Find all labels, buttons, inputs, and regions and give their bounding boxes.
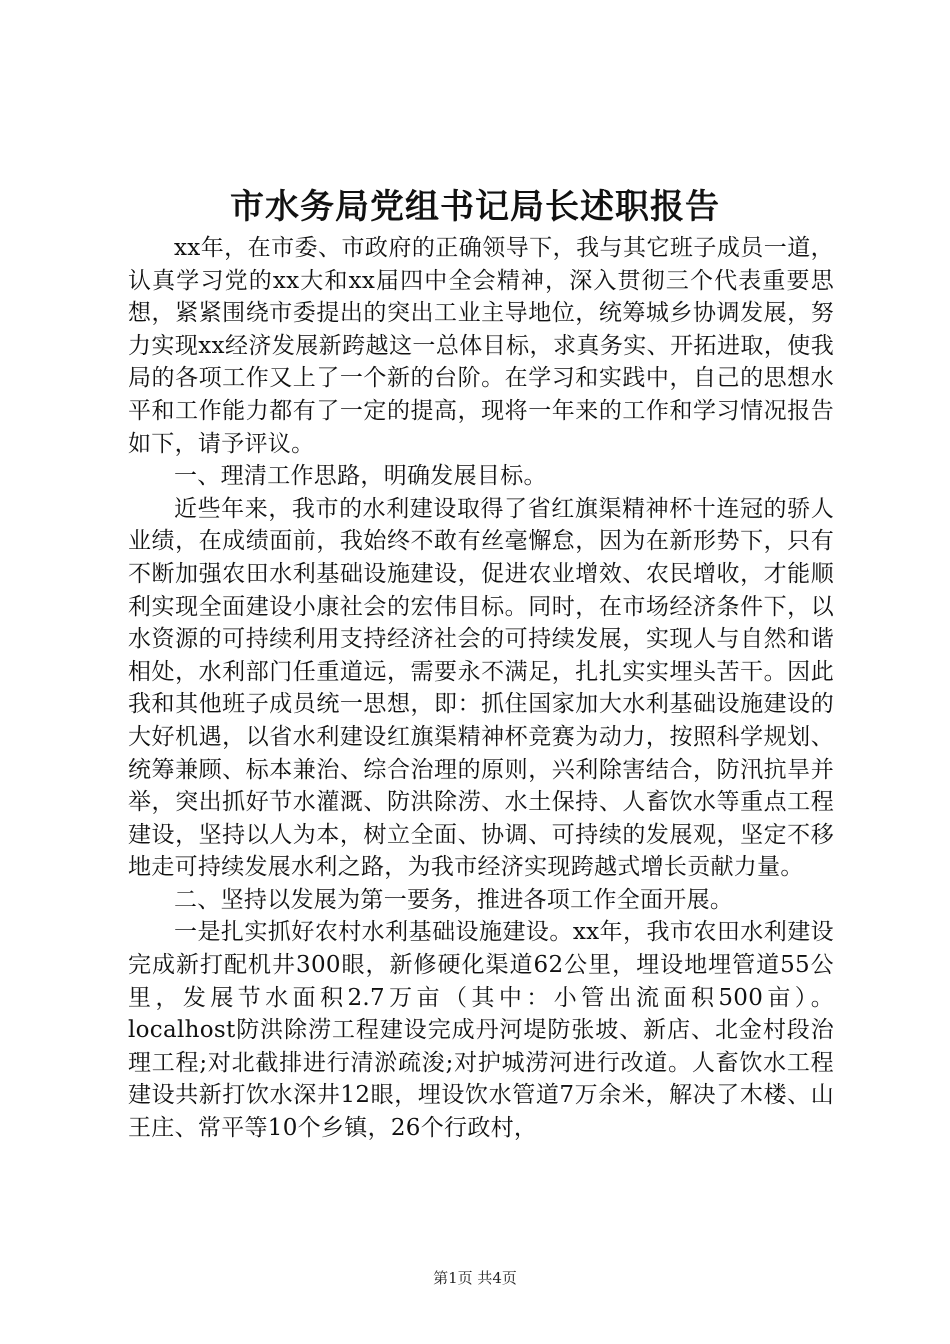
page-footer: 第1页 共4页 [433,1269,517,1287]
paragraph-section-2: 一是扎实抓好农村水利基础设施建设。xx年，我市农田水利建设完成新打配机井300眼，新修硬化渠道62公里，埋设地埋管道55公里，发展节水面积2.7万亩（其中：小管出流面积500亩）。localhost防洪除涝工程建设完成丹河堤防张坡、新店、北金村段治理工程;对北截排进行清淤疏浚;对护城涝河进行改道。人畜饮水工程建设共新打饮水深井12眼，埋设饮水管道7万余米，解决了木楼、山王庄、常平等10个乡镇，26个行政村， [128,919,834,1142]
paragraph-section-1: 近些年来，我市的水利建设取得了省红旗渠精神杯十连冠的骄人业绩，在成绩面前，我始终不敢有丝毫懈怠，因为在新形势下，只有不断加强农田水利基础设施建设，促进农业增效、农民增收，才能顺利实现全面建设小康社会的宏伟目标。同时，在市场经济条件下，以水资源的可持续利用支持经济社会的可持续发展，实现人与自然和谐相处，水利部门任重道远，需要永不满足，扎扎实实埋头苦干。因此我和其他班子成员统一思想，即：抓住国家加大水利基础设施建设的大好机遇，以省水利建设红旗渠精神杯竞赛为动力，按照科学规划、统筹兼顾、标本兼治、综合治理的原则，兴利除害结合，防汛抗旱并举，突出抓好节水灌溉、防洪除涝、水土保持、人畜饮水等重点工程建设，坚持以人为本，树立全面、协调、可持续的发展观，坚定不移地走可持续发展水利之路，为我市经济实现跨越式增长贡献力量。 [128,495,834,881]
section-heading-1: 一、理清工作思路，明确发展目标。 [174,463,547,490]
document-body [128,232,834,1145]
document-title: 市水务局党组书记局长述职报告 [230,187,720,227]
section-heading-2: 二、坚持以发展为第一要务，推进各项工作全面开展。 [174,886,734,913]
paragraph-intro: xx年，在市委、市政府的正确领导下，我与其它班子成员一道，认真学习党的xx大和xx届四中全会精神，深入贯彻三个代表重要思想，紧紧围绕市委提出的突出工业主导地位，统筹城乡协调发展，努力实现xx经济发展新跨越这一总体目标，求真务实、开拓进取，使我局的各项工作又上了一个新的台阶。在学习和实践中，自己的思想水平和工作能力都有了一定的提高，现将一年来的工作和学习情况报告如下，请予评议。 [128,235,834,457]
